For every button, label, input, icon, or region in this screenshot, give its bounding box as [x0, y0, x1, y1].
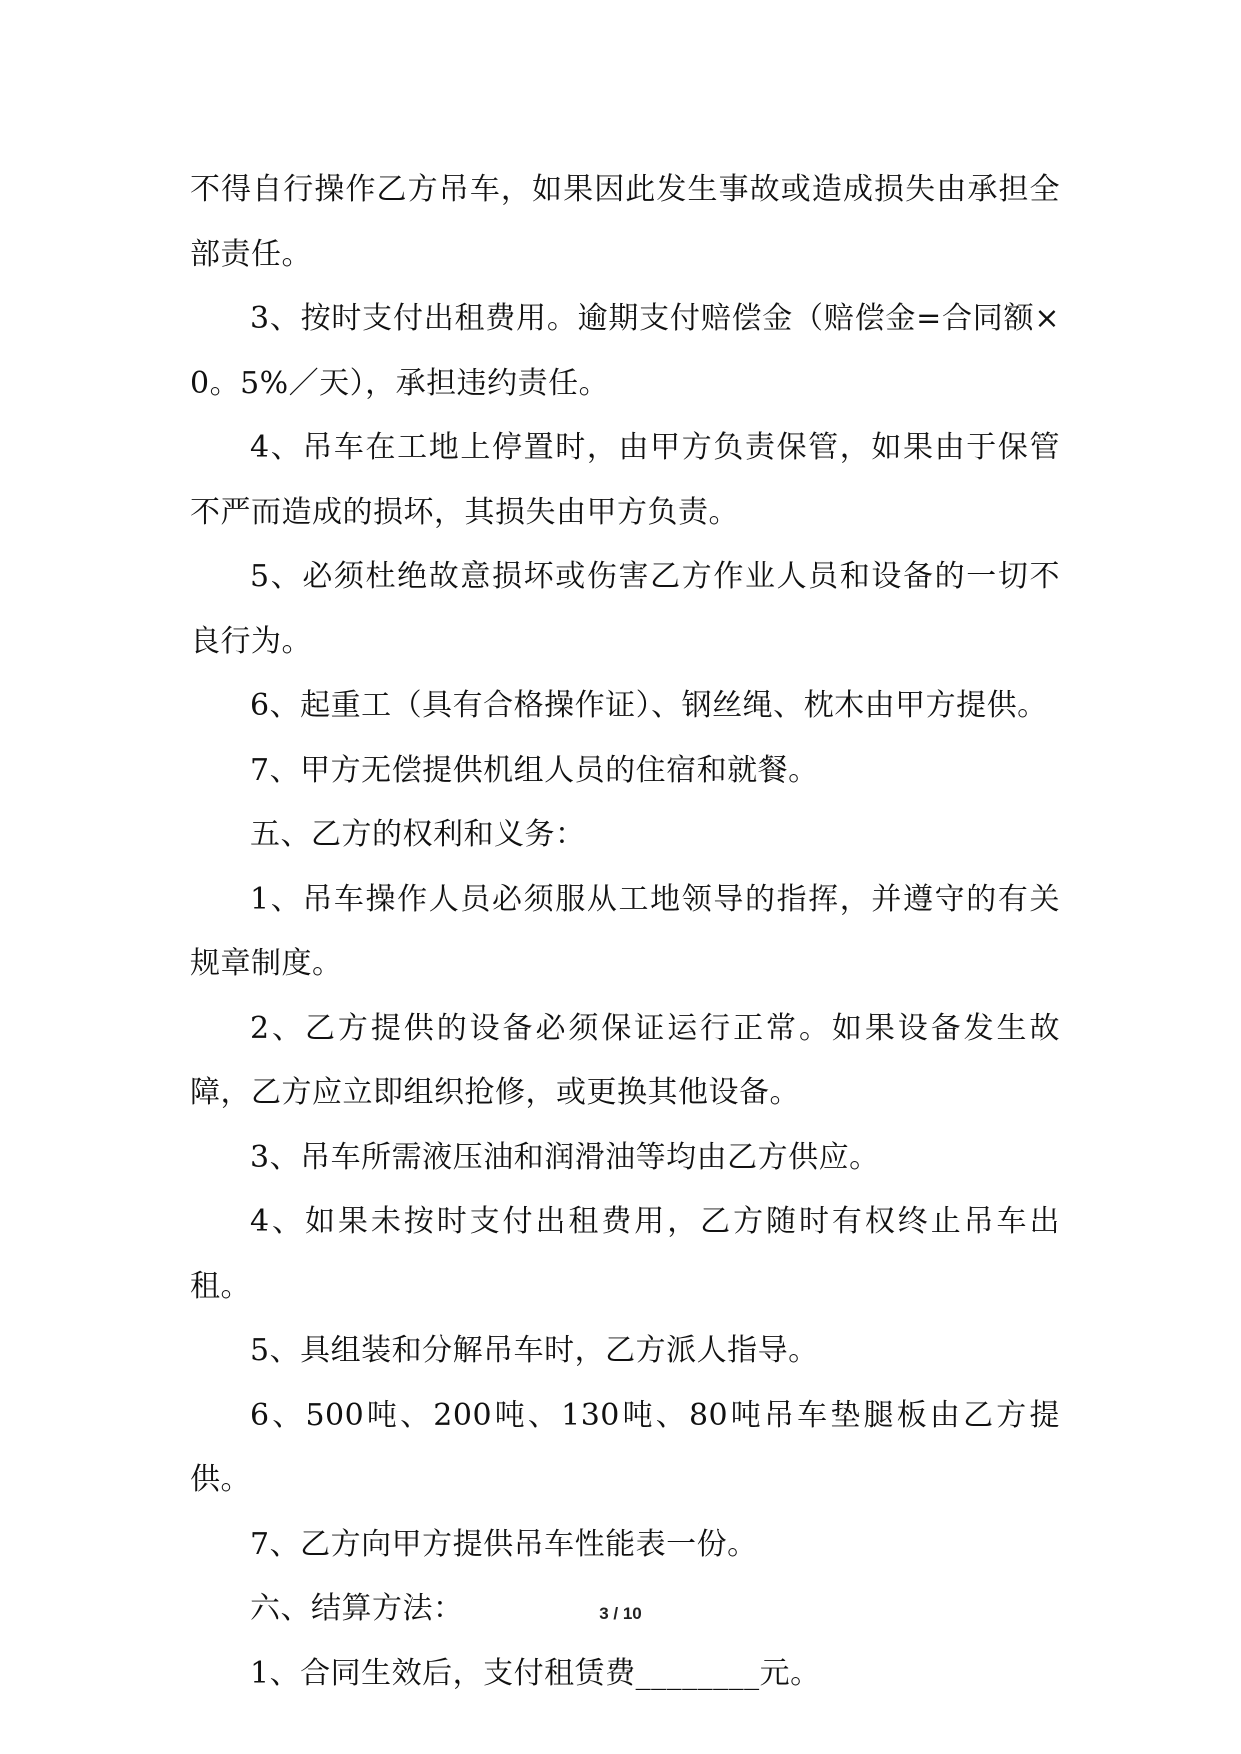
section-heading-5: 五、乙方的权利和义务： — [250, 817, 586, 852]
paragraph-2: 3、按时支付出租费用。逾期支付赔偿金（赔偿金=合同额×0。5%／天），承担违约责任。 — [190, 301, 1060, 401]
page-number: 3 / 10 — [599, 1604, 642, 1623]
paragraph-1: 不得自行操作乙方吊车，如果因此发生事故或造成损失由承担全部责任。 — [190, 172, 1060, 272]
paragraph-5: 6、起重工（具有合格操作证）、钢丝绳、枕木由甲方提供。 — [250, 688, 1048, 723]
paragraph-14: 7、乙方向甲方提供吊车性能表一份。 — [250, 1526, 758, 1562]
paragraph-10: 3、吊车所需液压油和润滑油等均由乙方供应。 — [250, 1139, 880, 1175]
paragraph-3: 4、吊车在工地上停置时，由甲方负责保管，如果由于保管不严而造成的损坏，其损失由甲方负责。 — [190, 430, 1060, 530]
paragraph-4: 5、必须杜绝故意损坏或伤害乙方作业人员和设备的一切不良行为。 — [190, 559, 1060, 659]
paragraph-12: 5、具组装和分解吊车时，乙方派人指导。 — [250, 1333, 819, 1368]
document-body — [190, 158, 1060, 1706]
paragraph-9: 2、乙方提供的设备必须保证运行正常。如果设备发生故障，乙方应立即组织抢修，或更换其他设备。 — [190, 1010, 1060, 1110]
paragraph-6: 7、甲方无偿提供机组人员的住宿和就餐。 — [250, 752, 819, 788]
section-heading-6: 六、结算方法： — [250, 1591, 464, 1626]
paragraph-13: 6、500吨、200吨、130吨、80吨吊车垫腿板由乙方提供。 — [190, 1397, 1060, 1497]
paragraph-11: 4、如果未按时支付出租费用，乙方随时有权终止吊车出租。 — [190, 1204, 1060, 1304]
paragraph-8: 1、吊车操作人员必须服从工地领导的指挥，并遵守的有关规章制度。 — [190, 881, 1060, 981]
paragraph-16: 1、合同生效后，支付租赁费________元。 — [250, 1655, 821, 1691]
